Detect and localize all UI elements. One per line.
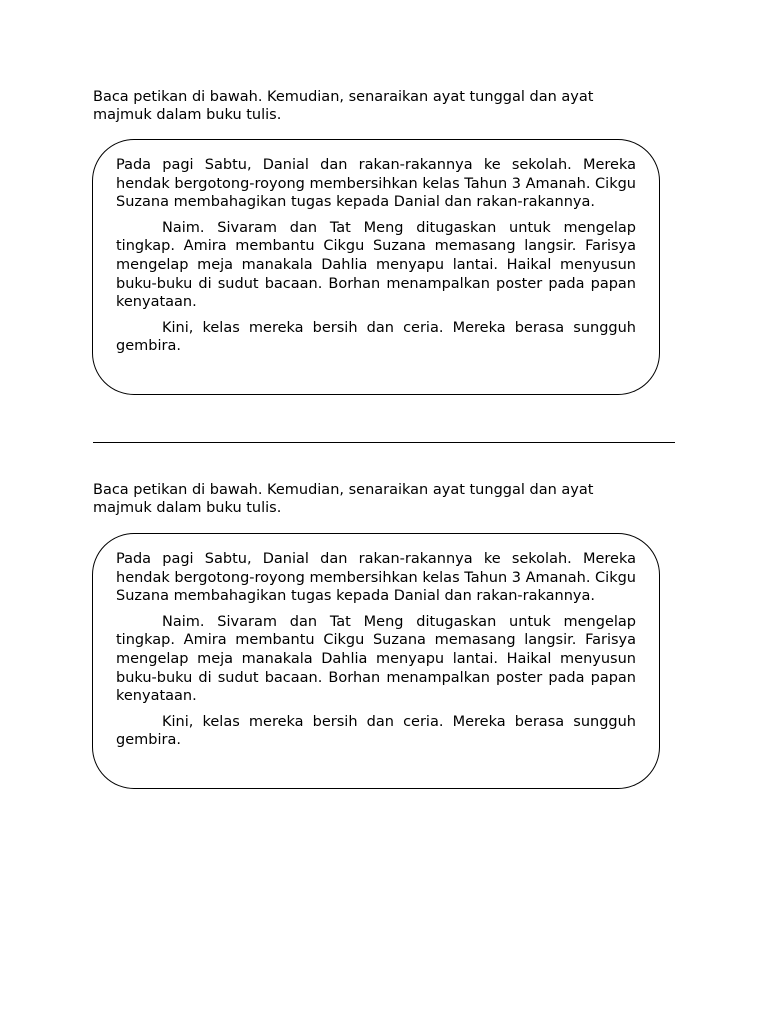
passage-paragraph: Pada pagi Sabtu, Danial dan rakan-rakannya ke sekolah. Mereka hendak bergotong-royong membersihkan kelas Tahun 3 Amanah. Cikgu Suzana membahagikan tugas kepada Danial dan rakan-rakannya. (116, 551, 636, 605)
cut-line-divider (93, 442, 675, 443)
instruction-text: Baca petikan di bawah. Kemudian, senaraikan ayat tunggal dan ayat majmuk dalam buku tulis. (93, 89, 594, 123)
passage-box (92, 139, 660, 395)
passage-paragraph: Kini, kelas mereka bersih dan ceria. Mereka berasa sungguh gembira. (116, 319, 636, 355)
instruction-text: Baca petikan di bawah. Kemudian, senaraikan ayat tunggal dan ayat majmuk dalam buku tulis. (93, 482, 594, 516)
passage-paragraph: Pada pagi Sabtu, Danial dan rakan-rakannya ke sekolah. Mereka hendak bergotong-royong membersihkan kelas Tahun 3 Amanah. Cikgu Suzana membahagikan tugas kepada Danial dan rakan-rakannya. (116, 157, 636, 211)
passage-box (92, 533, 660, 789)
passage-paragraph: Naim. Sivaram dan Tat Meng ditugaskan untuk mengelap tingkap. Amira membantu Cikgu Suzana memasang langsir. Farisya mengelap meja manakala Dahlia menyapu lantai. Haikal menyusun buku-buku di sudut bacaan. Borhan menampalkan poster pada papan kenyataan. (116, 613, 636, 705)
passage-paragraph: Kini, kelas mereka bersih dan ceria. Mereka berasa sungguh gembira. (116, 713, 636, 749)
passage-paragraph: Naim. Sivaram dan Tat Meng ditugaskan untuk mengelap tingkap. Amira membantu Cikgu Suzana memasang langsir. Farisya mengelap meja manakala Dahlia menyapu lantai. Haikal menyusun buku-buku di sudut bacaan. Borhan menampalkan poster pada papan kenyataan. (116, 219, 636, 311)
